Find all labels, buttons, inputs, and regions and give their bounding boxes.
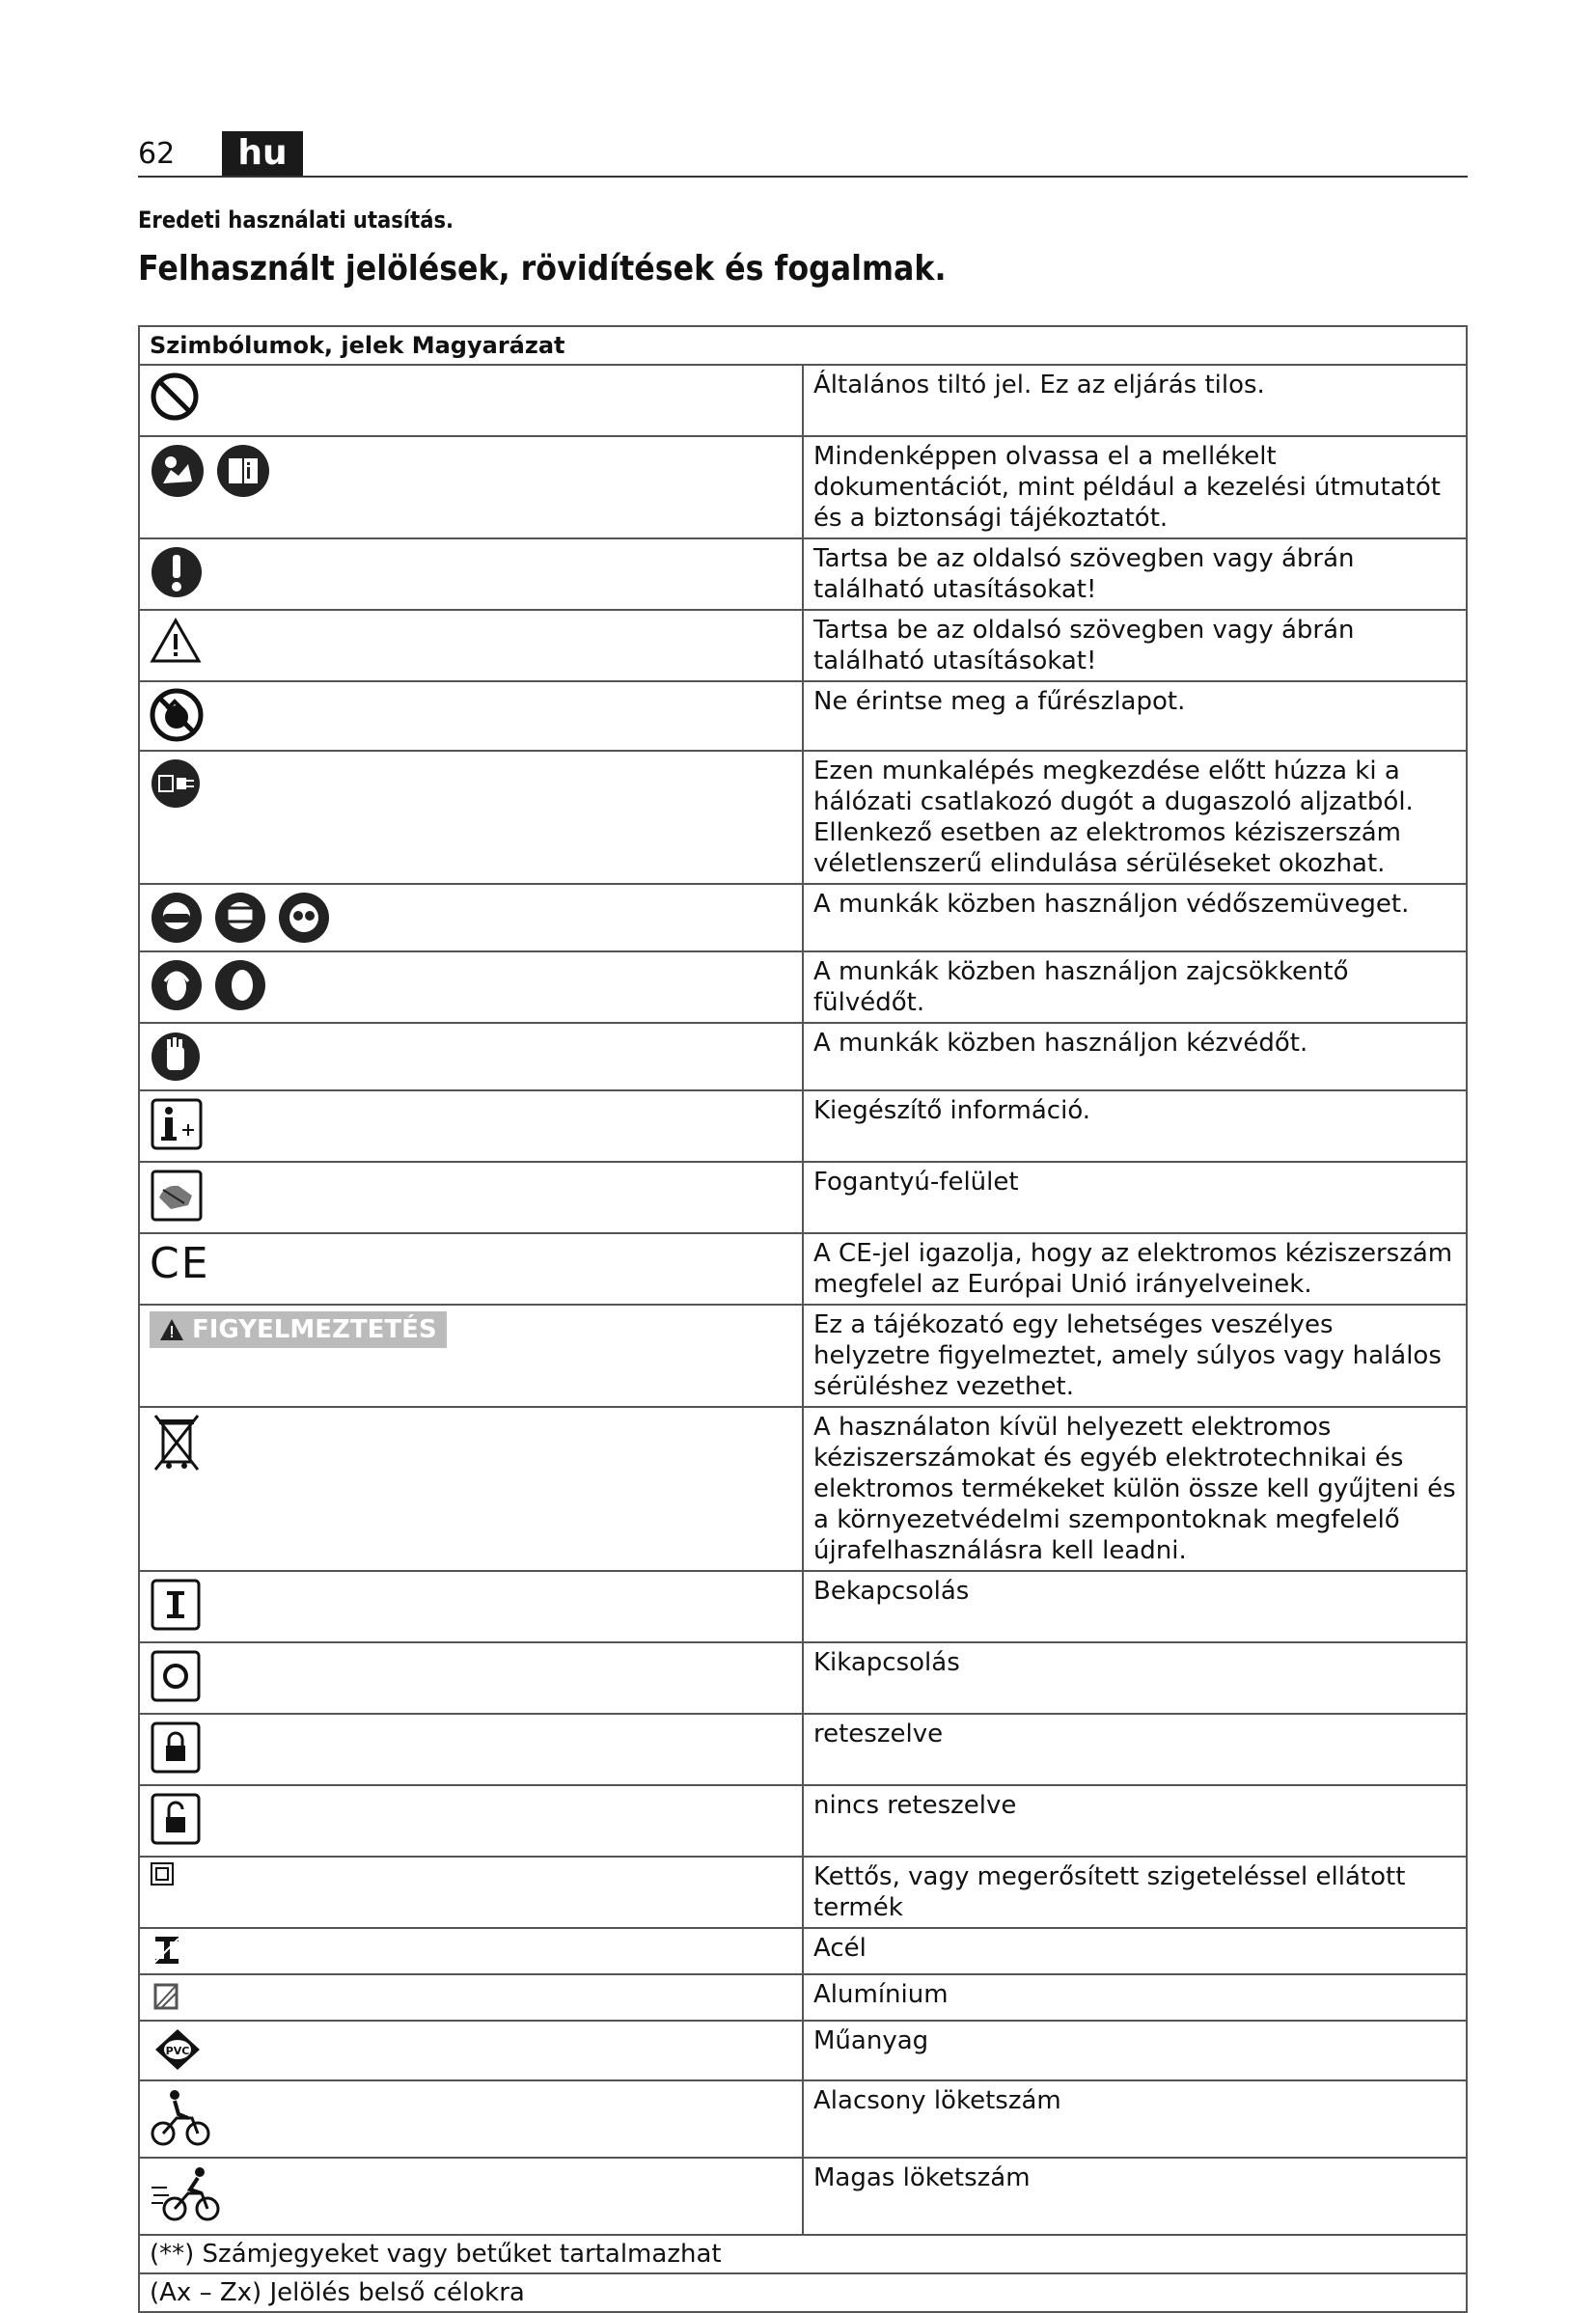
- table-footer-row: [139, 2273, 1467, 2312]
- table-row: [139, 1571, 1467, 1642]
- table-row: [139, 1714, 1467, 1785]
- table-row: [139, 1974, 1467, 2021]
- table-row: [139, 365, 1467, 436]
- steel-icon: [150, 1933, 184, 1968]
- power-off-icon: [150, 1649, 202, 1703]
- unplug-icon: [150, 757, 202, 810]
- row-text: nincs reteszelve: [803, 1785, 1467, 1857]
- warning-triangle-icon: [159, 1318, 184, 1341]
- page-title: Felhasznált jelölések, rövidítések és fogalmak.: [138, 249, 947, 289]
- footnote-text: (**) Számjegyeket vagy betűket tartalmazhat: [139, 2235, 1467, 2273]
- unlocked-icon: [150, 1792, 202, 1846]
- row-text: Tartsa be az oldalsó szövegben vagy ábrán található utasításokat!: [803, 610, 1467, 681]
- high-stroke-rate-icon: [150, 2164, 223, 2224]
- row-text: reteszelve: [803, 1714, 1467, 1785]
- ce-mark-icon: CE: [150, 1239, 210, 1288]
- safety-glasses-icon: [277, 891, 331, 945]
- row-text: A munkák közben használjon zajcsökkentő fülvédőt.: [803, 951, 1467, 1023]
- row-text: A használaton kívül helyezett elektromos kéziszerszámokat és egyéb elektrotechnikai és elektromos termékeket külön össze kell gyűjteni és a környezetvédelmi szempontoknak megfelelő újrafelhasználásra kell leadni.: [803, 1407, 1467, 1571]
- table-row: [139, 610, 1467, 681]
- mandatory-exclamation-icon: [150, 545, 204, 599]
- table-row: [139, 2158, 1467, 2235]
- low-stroke-rate-icon: [150, 2087, 211, 2147]
- symbols-table: [138, 325, 1468, 2313]
- row-text: Ez a tájékozató egy lehetséges veszélyes helyzetre figyelmeztet, amely súlyos vagy halálos sérüléshez vezethet.: [803, 1305, 1467, 1407]
- language-badge: hu: [222, 131, 303, 176]
- read-manual-book-icon: [215, 443, 271, 499]
- power-on-icon: [150, 1578, 202, 1632]
- table-row: [139, 951, 1467, 1023]
- row-text: A CE-jel igazolja, hogy az elektromos kéziszerszám megfelel az Európai Unió irányelveinek.: [803, 1233, 1467, 1305]
- info-icon: [150, 1097, 204, 1151]
- row-text: A munkák közben használjon kézvédőt.: [803, 1023, 1467, 1090]
- row-text: A munkák közben használjon védőszemüveget.: [803, 884, 1467, 951]
- table-row: [139, 2021, 1467, 2080]
- table-row: [139, 538, 1467, 610]
- ear-protection-icon: [213, 958, 267, 1012]
- table-row: [139, 1785, 1467, 1857]
- footnote-text: (Ax – Zx) Jelölés belső célokra: [139, 2273, 1467, 2312]
- table-row: [139, 1233, 1467, 1305]
- row-text: Magas löketszám: [803, 2158, 1467, 2235]
- hand-protection-icon: [150, 1030, 202, 1084]
- table-row: [139, 681, 1467, 751]
- weee-bin-icon: [150, 1414, 204, 1472]
- face-shield-icon: [213, 891, 267, 945]
- row-text: Általános tiltó jel. Ez az eljárás tilos.: [803, 365, 1467, 436]
- row-text: Kiegészítő információ.: [803, 1090, 1467, 1162]
- table-header: Szimbólumok, jelek Magyarázat: [139, 326, 1467, 365]
- warning-badge-text: FIGYELMEZTETÉS: [192, 1315, 437, 1344]
- table-row: [139, 1642, 1467, 1714]
- table-row: [139, 1090, 1467, 1162]
- page-number: 62: [138, 137, 176, 171]
- table-row: [139, 2080, 1467, 2158]
- table-row: [139, 1162, 1467, 1233]
- row-text: Mindenképpen olvassa el a mellékelt dokumentációt, mint például a kezelési útmutatót és a biztonsági tájékoztatót.: [803, 436, 1467, 538]
- ear-muffs-icon: [150, 958, 204, 1012]
- row-text: Bekapcsolás: [803, 1571, 1467, 1642]
- warning-triangle-icon: [150, 617, 202, 665]
- double-insulation-icon: [150, 1861, 175, 1886]
- row-text: Kettős, vagy megerősített szigeteléssel ellátott termék: [803, 1857, 1467, 1928]
- table-row: [139, 436, 1467, 538]
- read-manual-person-icon: [150, 443, 206, 499]
- pvc-label: PVC: [165, 2045, 190, 2057]
- table-row: [139, 1407, 1467, 1571]
- table-row: [139, 1857, 1467, 1928]
- row-text: Ne érintse meg a fűrészlapot.: [803, 681, 1467, 751]
- table-header-row: [139, 326, 1467, 365]
- table-row: [139, 884, 1467, 951]
- prohibition-icon: [150, 372, 200, 422]
- table-row: [139, 1023, 1467, 1090]
- goggles-icon: [150, 891, 204, 945]
- warning-badge: [150, 1311, 447, 1348]
- row-text: Kikapcsolás: [803, 1642, 1467, 1714]
- row-text: Műanyag: [803, 2021, 1467, 2080]
- grip-surface-icon: [150, 1169, 204, 1223]
- row-text: Ezen munkalépés megkezdése előtt húzza ki a hálózati csatlakozó dugót a dugaszoló aljzatból. Ellenkező esetben az elektromos kéziszerszám véletlenszerű elindulása sérüléseket okozhat.: [803, 751, 1467, 884]
- row-text: Acél: [803, 1928, 1467, 1974]
- do-not-touch-blade-icon: [150, 688, 204, 742]
- row-text: Alumínium: [803, 1974, 1467, 2021]
- table-row: [139, 751, 1467, 884]
- aluminium-icon: [150, 1979, 184, 2014]
- header-rule: [138, 176, 1468, 178]
- locked-icon: [150, 1721, 202, 1775]
- table-footer-row: [139, 2235, 1467, 2273]
- document-label: Eredeti használati utasítás.: [138, 207, 454, 234]
- row-text: Alacsony löketszám: [803, 2080, 1467, 2158]
- plastic-pvc-icon: [150, 2025, 206, 2074]
- table-row: [139, 1928, 1467, 1974]
- table-row: [139, 1305, 1467, 1407]
- row-text: Tartsa be az oldalsó szövegben vagy ábrán található utasításokat!: [803, 538, 1467, 610]
- row-text: Fogantyú-felület: [803, 1162, 1467, 1233]
